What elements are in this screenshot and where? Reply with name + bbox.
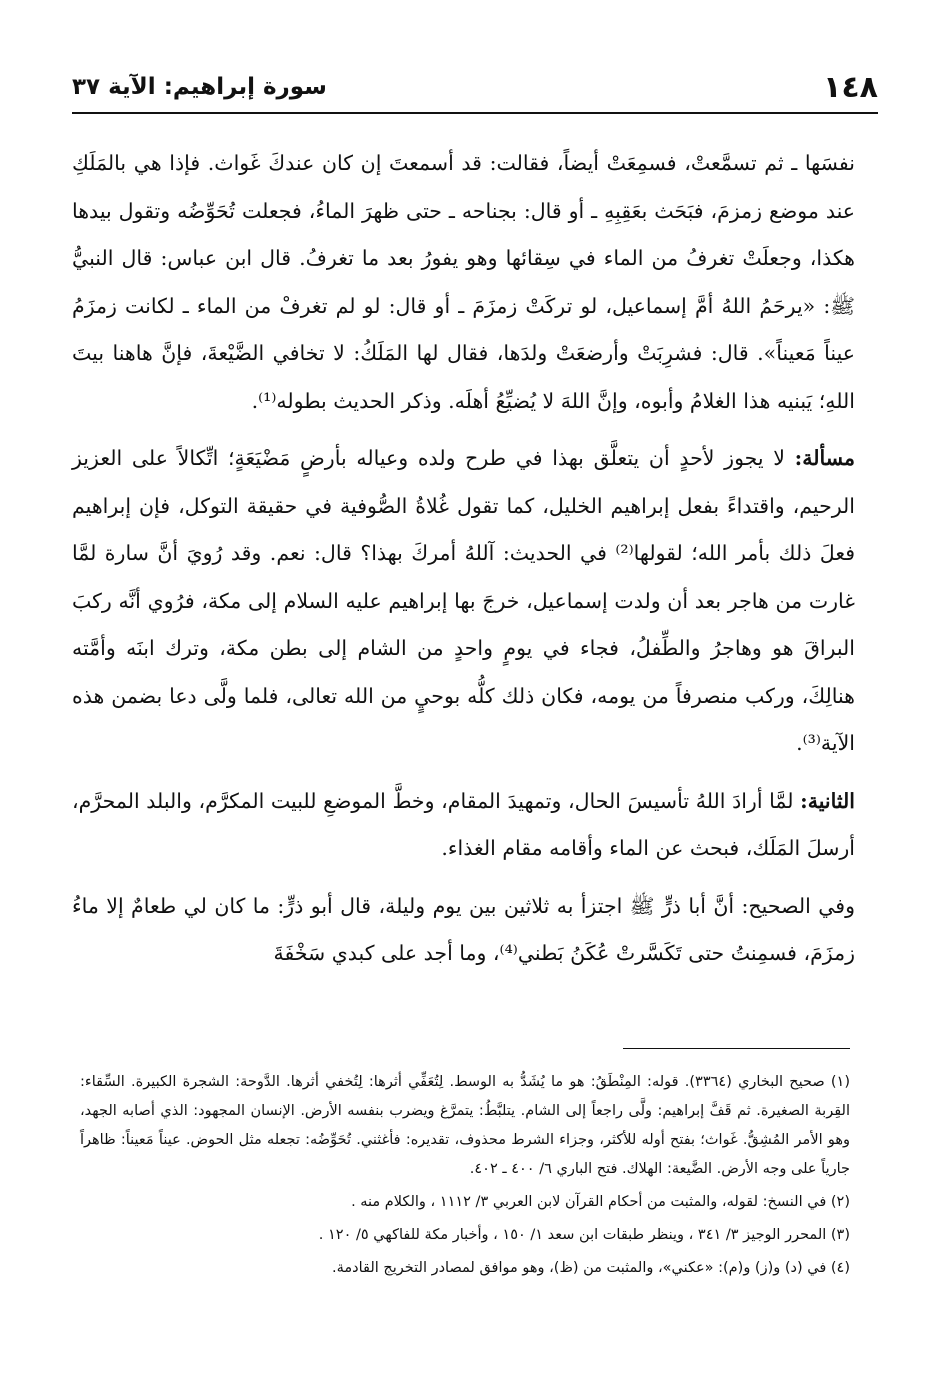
- header-rule: [72, 112, 878, 114]
- footnotes: [80, 1068, 850, 1287]
- paragraph-sahih: [72, 883, 855, 978]
- footnote-4: (٤) في (د) و(ز) و(م): «عكني»، والمثبت من (ظ)، وهو موافق لمصادر التخريج القادمة.: [332, 1260, 850, 1276]
- page-number: ١٤٨: [823, 70, 878, 105]
- footnote-3: (٣) المحرر الوجيز ٣/ ٣٤١ ، وينظر طبقات ابن سعد ١/ ١٥٠ ، وأخبار مكة للفاكهي ٥/ ١٢٠ .: [318, 1227, 850, 1243]
- paragraph-hadith: [72, 140, 855, 425]
- footnote-rule: [623, 1048, 850, 1049]
- paragraph-text: لا يجوز لأحدٍ أن يتعلَّق بهذا في طرح ولده وعياله بأرضٍ مَضْيَعَةٍ؛ اتِّكالاً على العزيز الرحيم، واقتداءً بفعل إبراهيم الخليل، كما تقول غُلاةُ الصُّوفية في حقيقة التوكل، فإن إبراهيم فعلَ ذلك بأمر الله؛ لقولها⁽²⁾ في الحديث: آللهُ أمركَ بهذا؟ قال: نعم. وقد رُويَ أنَّ سارة لمَّا غارت من هاجر بعد أن ولدت إسماعيل، خرجَ بها إبراهيم عليه السلام إلى مكة، فرُوي أنَّه ركبَ البراقَ هو وهاجرُ والطِّفلُ، فجاء في يومٍ واحدٍ من الشام إلى بطن مكة، وترك ابنَه وأمَّته هنالِكَ، وركب منصرفاً من يومه، فكان ذلك كلُّه بوحيٍ من الله تعالى، فلما ولَّى دعا بضمن هذه الآية⁽³⁾.: [72, 446, 856, 755]
- main-text: [72, 140, 855, 988]
- paragraph-text: وفي الصحيح: أنَّ أبا ذرٍّ ﷺ اجتزأ به ثلاثين بين يوم وليلة، قال أبو ذرٍّ: ما كان لي طعامٌ إلا ماءُ زمزَمَ، فسمِنتُ حتى تَكَسَّرتْ عُكَنُ بَطني⁽⁴⁾، وما أجد على كبدي سَخْفَةَ: [72, 893, 855, 965]
- paragraph-lead: مسألة:: [794, 446, 855, 470]
- paragraph-thaniya: [72, 778, 855, 873]
- footnote-1: (١) صحيح البخاري (٣٣٦٤). قوله: المِنْطَقُ: هو ما يُشَدُّ به الوسط. لِتُعَفِّي أثرها: لِتُخفي أثرها. الدَّوحة: الشجرة الكبيرة. السِّقاء: القِربة الصغيرة. ثم قَفَّ إبراهيم: ولَّى راجعاً إلى الشام. يتلبَّطُ: يتمرَّغ ويضرب بنفسه الأرض. الإنسان المجهود: الذي أصابه الجهد، وهو الأمر المُشِقُّ. غَواث؛ بفتح أوله للأكثر، وجزاء الشرط محذوف، تقديره: فأغثني. تُحَوِّضُه: تجعله مثل الحوض. عيناً مَعيناً: ظاهراً جارياً على وجه الأرض. الضَّيعة: الهلاك. فتح الباري ٦/ ٤٠٠ ـ ٤٠٢.: [80, 1074, 850, 1177]
- paragraph-text: نفسَها ـ ثم تسمَّعتْ، فسمِعَتْ أيضاً، فقالت: قد أسمعتَ إن كان عندكَ غَواث. فإذا هي بالمَلَكِ عند موضع زمزمَ، فبَحَث بعَقِبِهِ ـ أو قال: بجناحه ـ حتى ظهرَ الماءُ، فجعلت تُحَوِّضُه وتقول بيدها هكذا، وجعلَتْ تغرفُ من الماء في سِقائها وهو يفورُ بعد ما تغرفُ. قال ابن عباس: قال النبيُّ ﷺ: «يرحَمُ اللهُ أمَّ إسماعيل، لو تركَتْ زمزَمَ ـ أو قال: لو لم تغرفْ من الماء ـ لكانت زمزَمُ عيناً مَعيناً». قال: فشرِبَتْ وأرضعَتْ ولدَها، فقال لها المَلَكُ: لا تخافي الضَّيْعةَ، فإنَّ هاهنا بيتَ اللهِ؛ يَبنيه هذا الغلامُ وأبوه، وإنَّ اللهَ لا يُضيِّعُ أهلَه. وذكر الحديث بطوله⁽¹⁾.: [72, 151, 855, 413]
- footnote-2: (٢) في النسخ: لقوله، والمثبت من أحكام القرآن لابن العربي ٣/ ١١١٢ ، والكلام منه .: [351, 1194, 850, 1210]
- paragraph-lead: الثانية:: [800, 788, 855, 813]
- page-header: [72, 68, 878, 112]
- paragraph-masala: [72, 435, 855, 768]
- running-title: سورة إبراهيم: الآية ٣٧: [72, 74, 327, 100]
- paragraph-text: لمَّا أرادَ اللهُ تأسيسَ الحال، وتمهيدَ المقام، وخطَّ الموضعِ للبيت المكرَّم، والبلد المحرَّم، أرسلَ المَلَك، فبحث عن الماء وأقامه مقام الغذاء.: [72, 788, 855, 860]
